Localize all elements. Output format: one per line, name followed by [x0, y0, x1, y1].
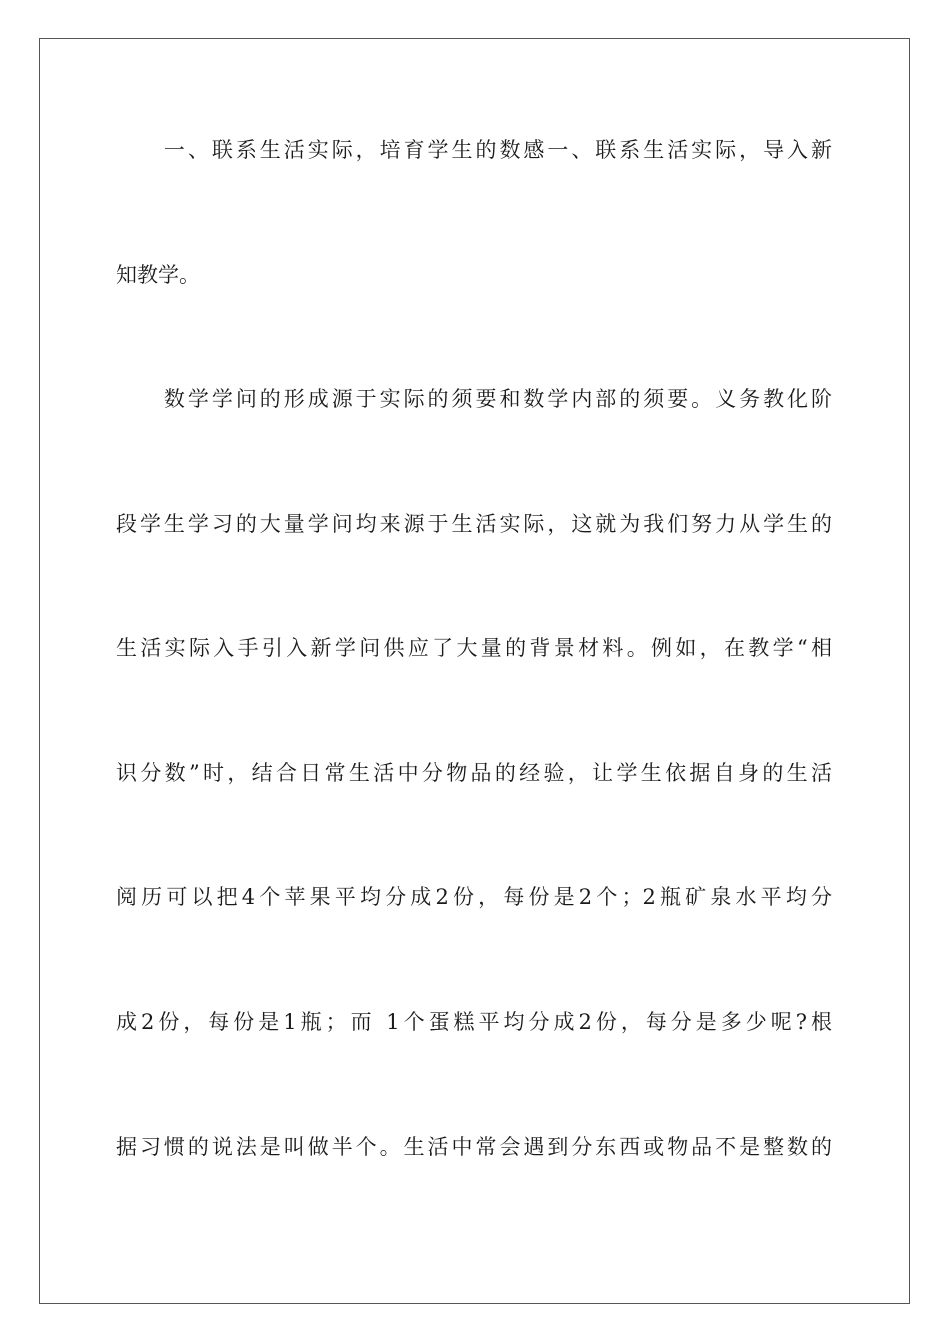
paragraph-2-line-6: 成2份，每份是1瓶；而 1个蛋糕平均分成2份，每分是多少呢?根	[116, 1010, 832, 1034]
paragraph-2-line-2: 段学生学习的大量学问均来源于生活实际，这就为我们努力从学生的	[116, 512, 832, 536]
paragraph-2-line-4: 识分数”时，结合日常生活中分物品的经验，让学生依据自身的生活	[116, 761, 832, 785]
page-border	[39, 38, 910, 1304]
paragraph-1-line-2: 知教学。	[116, 263, 200, 287]
paragraph-2-line-5: 阅历可以把4个苹果平均分成2份，每份是2个；2瓶矿泉水平均分	[116, 885, 832, 909]
paragraph-1-line-1: 一、联系生活实际，培育学生的数感一、联系生活实际，导入新	[116, 138, 832, 162]
paragraph-2-line-3: 生活实际入手引入新学问供应了大量的背景材料。例如，在教学“相	[116, 636, 832, 660]
paragraph-2-line-1: 数学学问的形成源于实际的须要和数学内部的须要。义务教化阶	[116, 387, 832, 411]
paragraph-2-line-7: 据习惯的说法是叫做半个。生活中常会遇到分东西或物品不是整数的	[116, 1135, 832, 1159]
